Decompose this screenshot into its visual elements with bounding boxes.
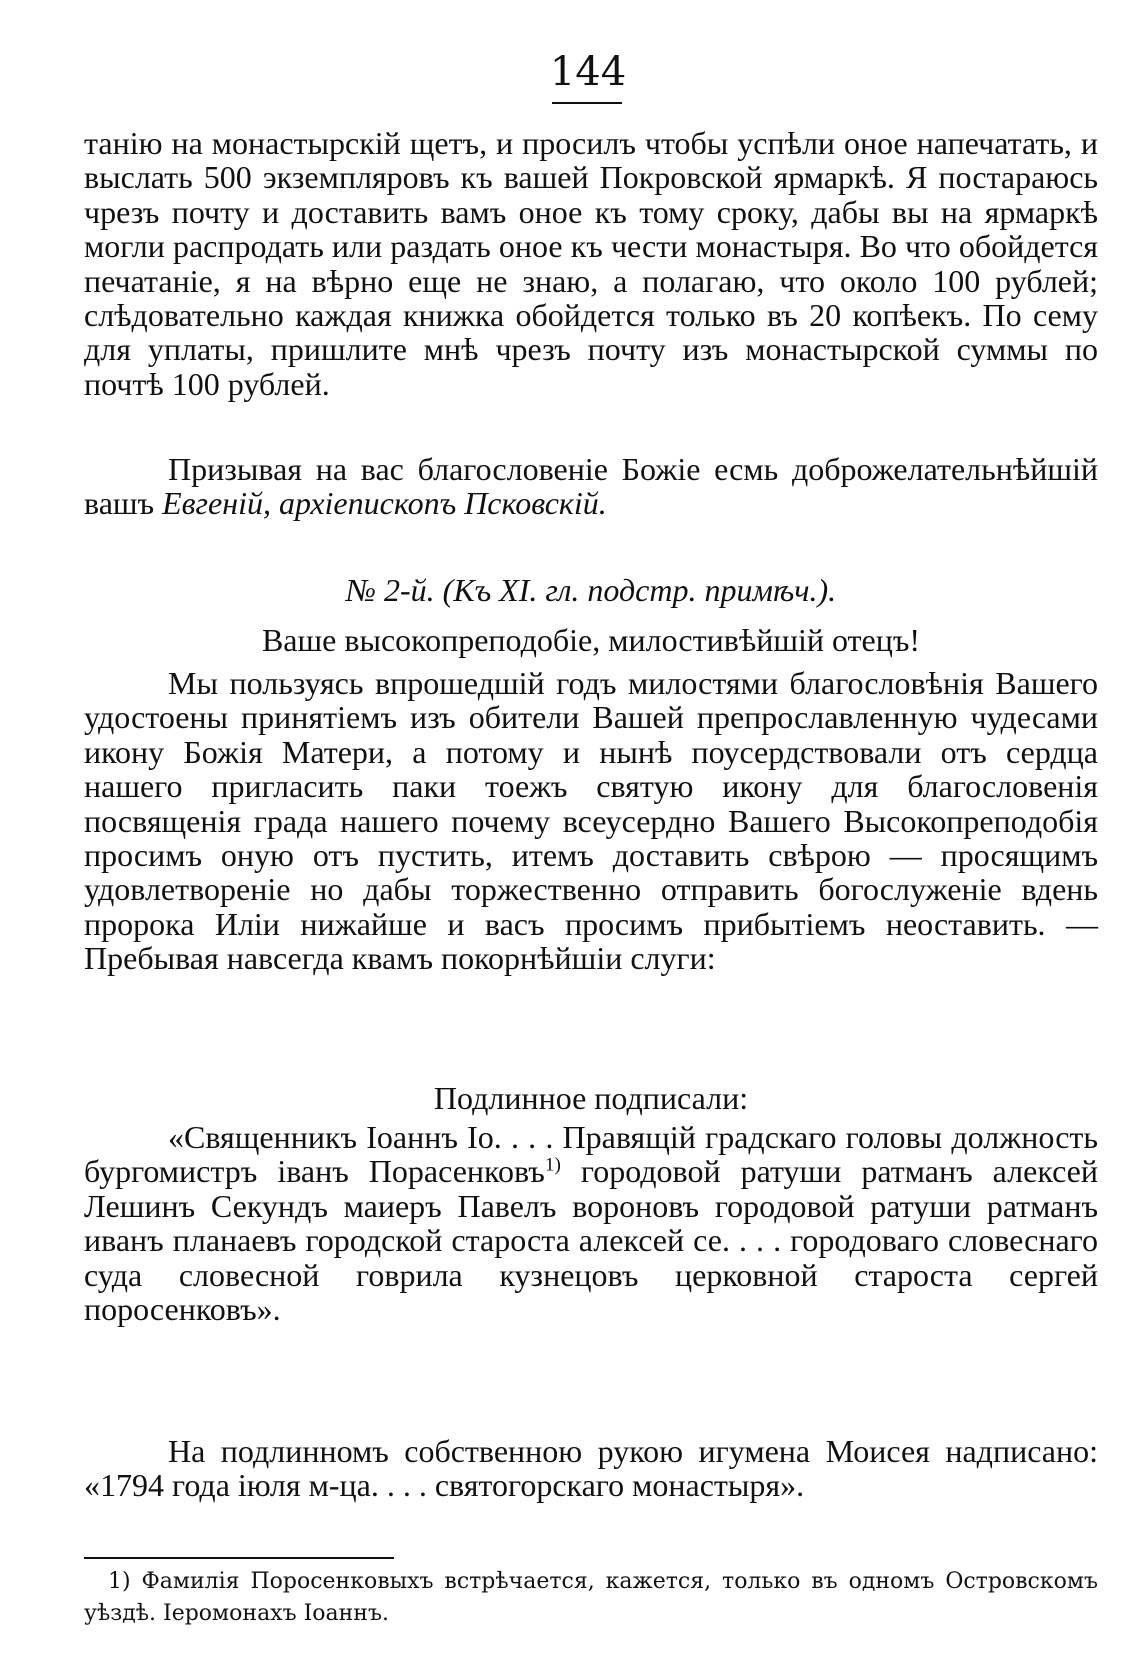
paragraph-4 bbox=[84, 1120, 1098, 1326]
page-number: 144 bbox=[549, 49, 627, 95]
signatories-part-2: городовой ратуши ратманъ алексей Лешинъ Секундъ маиеръ Павелъ вороновъ городовой ратуши ратманъ иванъ планаевъ городской староста алексей се. . . . городоваго словеснаго суда словесной говрила кузнецовъ церковной староста сергей поросенковъ». bbox=[84, 1153, 1099, 1328]
inscription-block bbox=[84, 1434, 1098, 1503]
letter-continuation bbox=[84, 126, 1098, 401]
footnote-rule bbox=[84, 1557, 394, 1559]
paragraph-2 bbox=[84, 452, 1098, 521]
paragraph-3: Мы пользуясь впрошедшій годъ милостями благословѣнія Вашего удостоены принятіемъ изъ обители Вашей препрославленную чудесами икону Божія Матери, а потому и нынѣ поусердствовали отъ сердца нашего пригласить паки тоежъ святую икону для благословенія посвященія града нашего почему всеусердно Вашего Высокопреподобія просимъ оную отъ пустить, итемъ доставить свѣрою — просящимъ удовлетвореніе но дабы торжественно отправить богослуженіе вдень пророка Иліи нижайше и васъ просимъ прибытіемъ неоставить. — Пребывая навсегда квамъ покорнѣйшіи слуги: bbox=[84, 665, 1098, 977]
page-number-underline bbox=[552, 102, 622, 104]
footnote: 1) Фамилія Поросенковыхъ встрѣчается, кажется, только въ одномъ Островскомъ уѣздѣ. Іеромонахъ Іоаннъ. bbox=[84, 1569, 1098, 1626]
salutation: Ваше высокопреподобіе, милостивѣйшій отецъ! bbox=[261, 622, 921, 658]
closing-text: Призывая на вас благословеніе Божіе есмь доброжелательнѣйшій вашъ bbox=[84, 451, 1098, 522]
paragraph-5: На подлинномъ собственною рукою игумена Моисея надписано: «1794 года іюля м-ца. . . . святогорскаго монастыря». bbox=[84, 1433, 1098, 1504]
footnote-marker: 1) bbox=[544, 1154, 561, 1176]
signed-line: Подлинное подписали: bbox=[433, 1080, 749, 1116]
petition-block bbox=[84, 666, 1098, 976]
signatories-part-1: «Священникъ Іоаннъ Іо. . . . Правящій градскаго головы должность бургомистръ іванъ Порасенковъ bbox=[84, 1119, 1098, 1190]
paragraph-1: танію на монастырскій щетъ, и просилъ чтобы успѣли оное напечатать, и выслать 500 экземпляровъ къ вашей Покровской ярмаркѣ. Я постараюсь чрезъ почту и доставить вамъ оное къ тому сроку, дабы вы на ярмаркѣ могли распродать или раздать оное къ чести монастыря. Во что обойдется печатаніе, я на вѣрно еще не знаю, а полагаю, что около 100 рублей; слѣдовательно каждая книжка обойдется только въ 20 копѣекъ. По сему для уплаты, пришлите мнѣ чрезъ почту изъ монастырской суммы по почтѣ 100 рублей. bbox=[84, 125, 1098, 402]
signature: Евгеній, архіепископъ Псковскій. bbox=[162, 485, 607, 522]
closing-block bbox=[84, 452, 1098, 521]
signatories-block bbox=[84, 1120, 1098, 1326]
appendix-heading: № 2-й. (Къ XI. гл. подстр. примѣч.). bbox=[345, 572, 837, 608]
